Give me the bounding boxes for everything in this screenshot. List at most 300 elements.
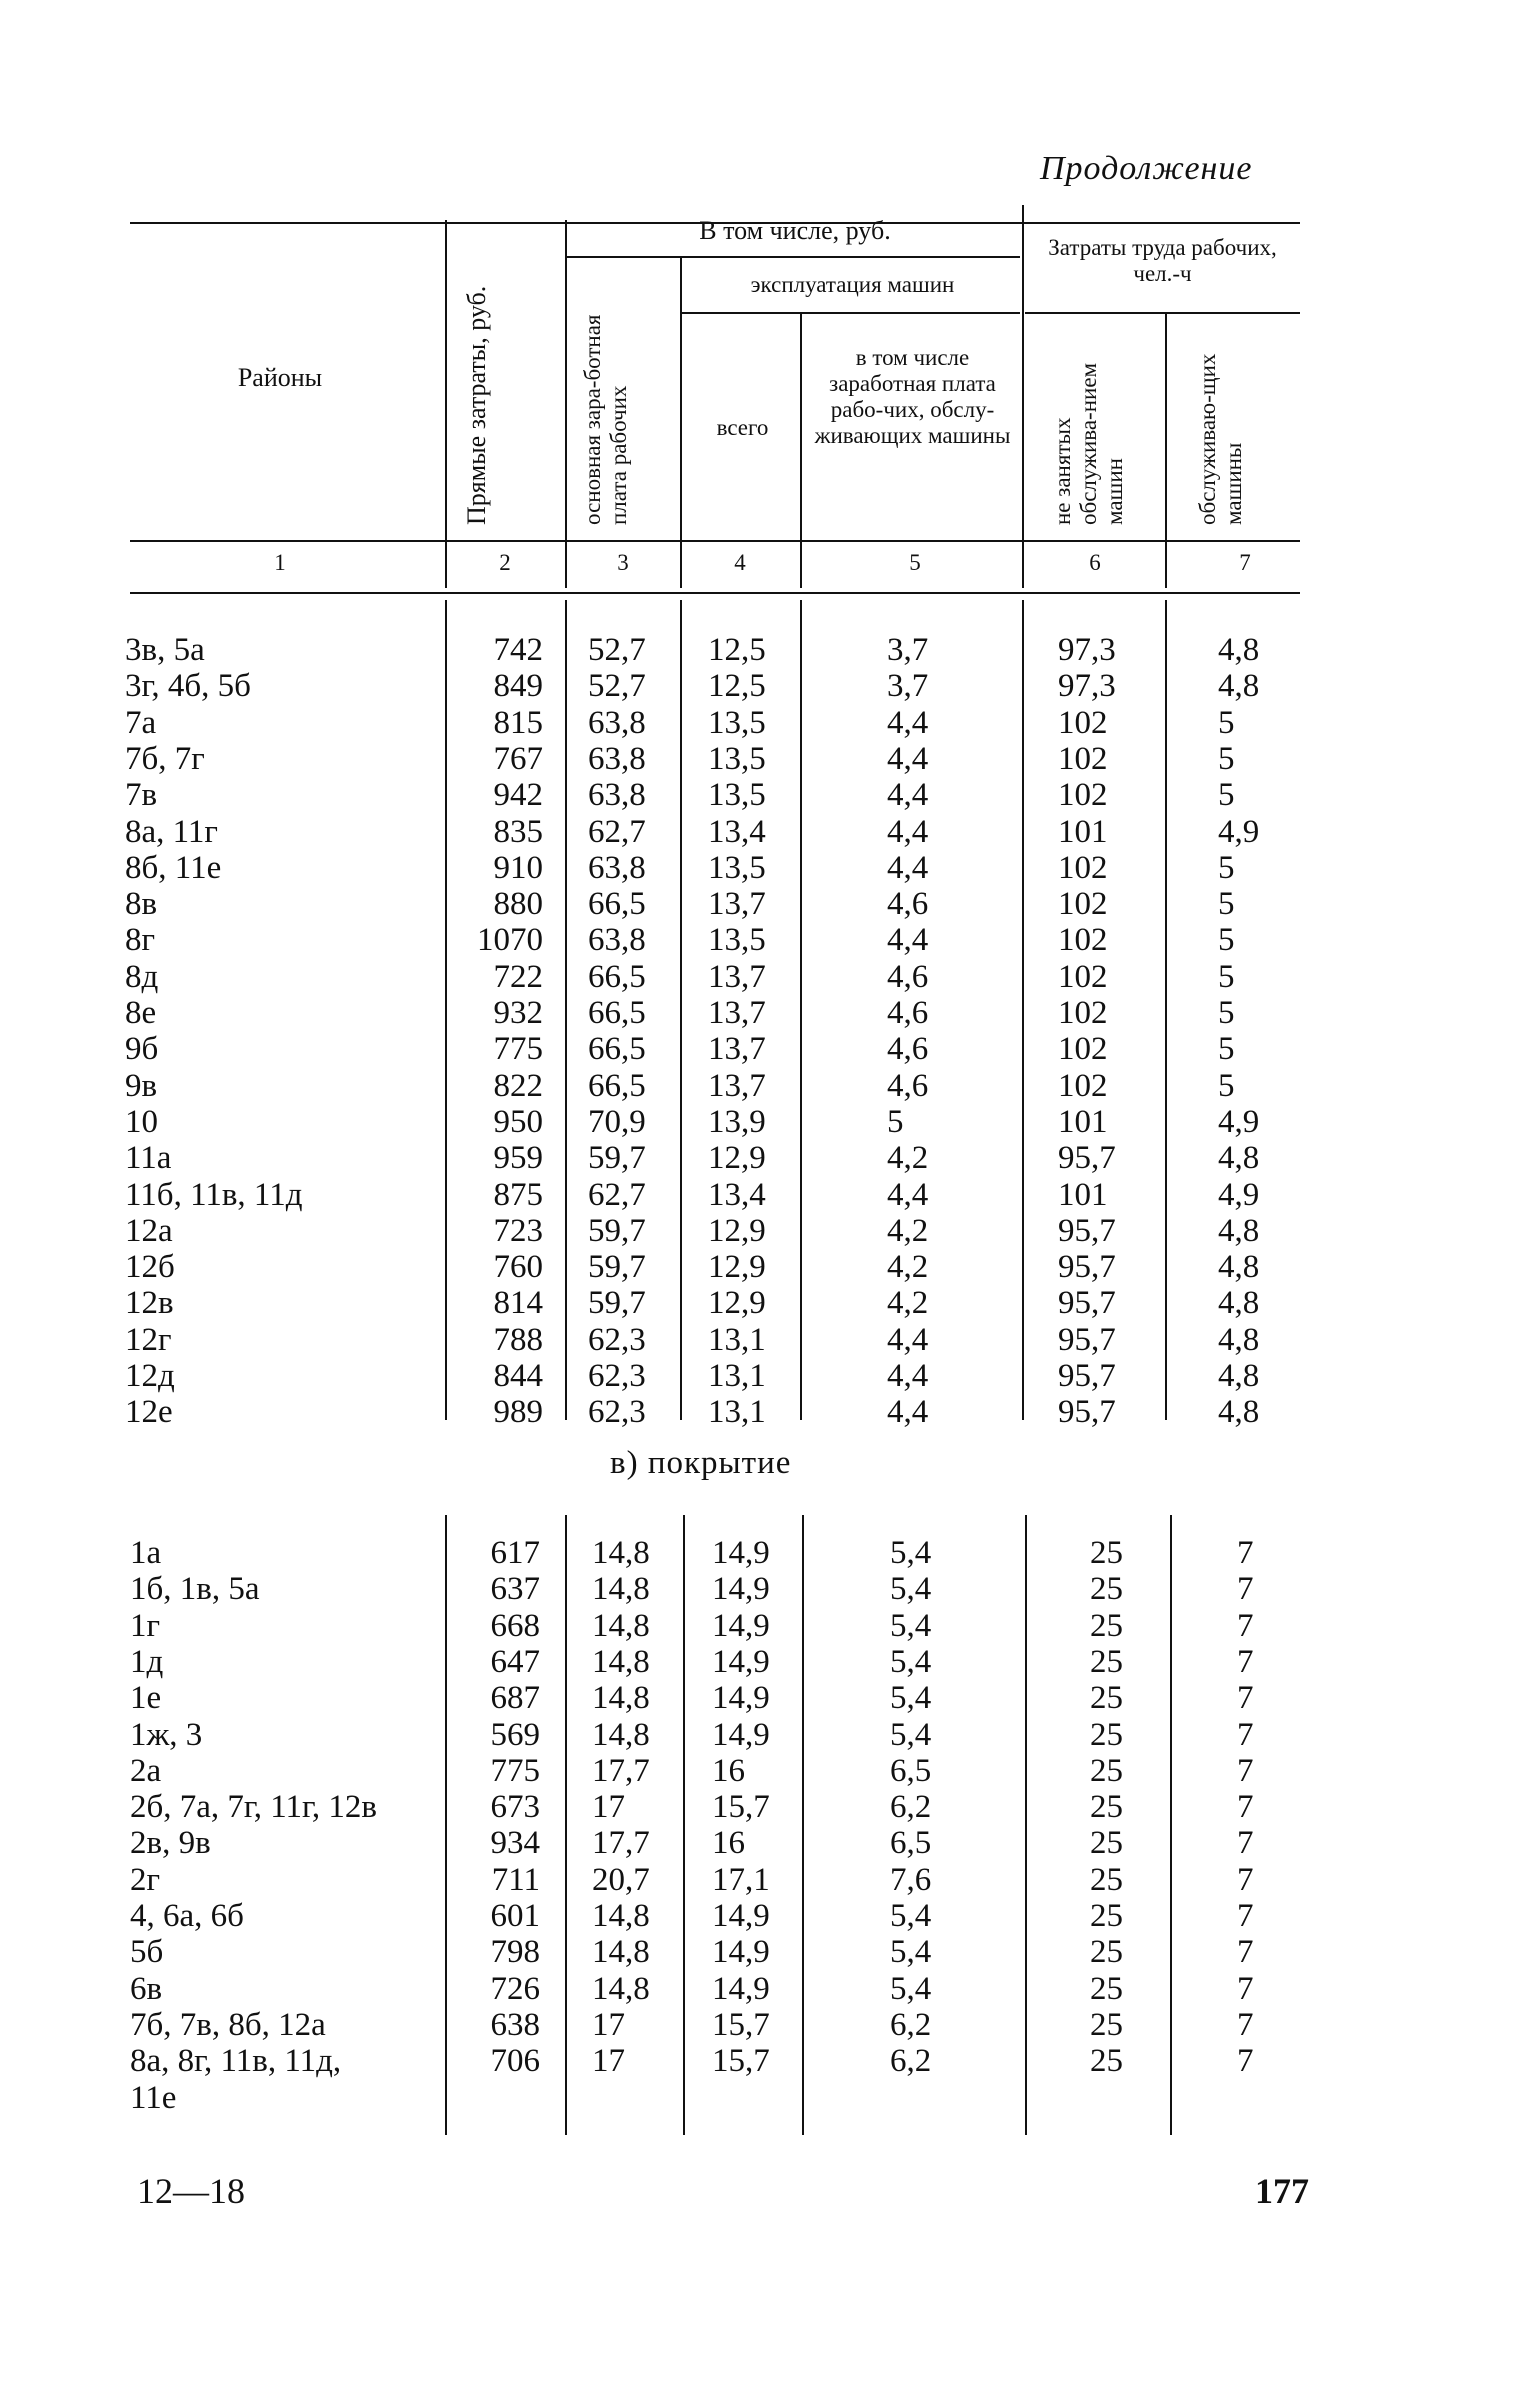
value-cell: 7 [1237,2006,1254,2043]
header-col6: не занятых обслужива-нием машин [1050,362,1127,525]
value-cell: 5,4 [890,1643,932,1680]
value-cell: 102 [1058,1031,1108,1068]
district-cell: 1г [130,1607,161,1644]
value-cell: 13,5 [708,849,766,886]
rule-under-group-rub [565,256,1020,258]
value-cell: 4,4 [887,740,929,777]
t1-vline-6 [1165,600,1167,1420]
value-cell: 25 [1090,2006,1123,2043]
district-cell: 8г [125,922,156,959]
value-cell: 4,2 [887,1140,929,1177]
value-cell: 6,2 [890,1789,932,1826]
value-cell: 7 [1237,1898,1254,1934]
value-cell: 4,9 [1218,813,1260,850]
value-cell: 14,8 [592,1643,650,1680]
value-cell: 4,4 [887,1321,929,1358]
value-cell: 814 [493,1285,543,1322]
value-cell: 7 [1237,1934,1254,1971]
value-cell: 102 [1058,886,1108,923]
district-cell: 3в, 5а [125,632,205,668]
value-cell: 5,4 [890,1716,932,1753]
value-cell: 102 [1058,704,1108,741]
value-cell: 5,4 [890,1898,932,1934]
value-cell: 13,7 [708,995,766,1031]
value-cell: 66,5 [588,958,646,995]
district-cell: 9в [125,1067,158,1104]
value-cell: 13,1 [708,1394,766,1431]
value-cell: 942 [493,777,543,814]
value-cell: 4,2 [887,1212,929,1249]
rule-under-group-labor [1025,312,1300,314]
district-cell: 12г [125,1321,172,1358]
value-cell: 617 [490,1535,540,1571]
vline-3 [680,258,682,588]
colnum-7: 7 [1239,550,1251,575]
district-cell: 8а, 11г [125,813,218,850]
value-cell: 5,4 [890,1680,932,1717]
footer-signature: 12—18 [137,2171,245,2211]
value-cell: 5 [1218,922,1235,959]
t1-vline-4 [800,600,802,1420]
colnum-4: 4 [734,550,746,575]
district-cell: 12в [125,1285,174,1322]
header-col2: Прямые затраты, руб. [462,285,491,525]
value-cell: 7 [1237,1970,1254,2007]
header-col5: в том числе заработная плата рабо-чих, обслу-живающих машины [814,345,1011,448]
value-cell: 959 [493,1140,543,1177]
value-cell: 6,2 [890,2043,932,2080]
district-cell: 7б, 7в, 8б, 12а [130,2006,326,2043]
colnum-1: 1 [274,550,286,575]
value-cell: 101 [1058,1103,1108,1140]
district-cell: 4, 6а, 6б [130,1898,244,1934]
value-cell: 706 [490,2043,540,2080]
value-cell: 14,9 [712,1643,770,1680]
value-cell: 798 [490,1934,540,1971]
number-row-rule [130,592,1300,594]
value-cell: 788 [493,1321,543,1358]
value-cell: 5 [887,1103,904,1140]
district-cell: 2г [130,1861,161,1898]
value-cell: 12,9 [708,1249,766,1286]
value-cell: 849 [493,668,543,705]
value-cell: 25 [1090,1535,1123,1571]
value-cell: 17 [592,1789,625,1826]
value-cell: 723 [493,1212,543,1249]
value-cell: 4,4 [887,1358,929,1394]
value-cell: 14,9 [712,1680,770,1717]
value-cell: 3,7 [887,668,929,705]
value-cell: 673 [490,1789,540,1826]
value-cell: 14,8 [592,1898,650,1934]
value-cell: 569 [490,1716,540,1753]
value-cell: 17 [592,2043,625,2080]
value-cell: 102 [1058,740,1108,777]
value-cell: 844 [493,1358,543,1394]
district-cell: 11а [125,1140,172,1177]
value-cell: 13,4 [708,1176,766,1213]
value-cell: 726 [490,1970,540,2007]
value-cell: 760 [493,1249,543,1286]
district-cell: 12б [125,1249,175,1286]
value-cell: 601 [490,1898,540,1934]
value-cell: 13,7 [708,1031,766,1068]
value-cell: 59,7 [588,1285,646,1322]
value-cell: 5,4 [890,1607,932,1644]
value-cell: 15,7 [712,2043,770,2080]
value-cell: 822 [493,1067,543,1104]
value-cell: 4,8 [1218,632,1260,668]
header-group-labor: Затраты труда рабочих, чел.-ч [1048,235,1277,286]
value-cell: 102 [1058,1067,1108,1104]
district-cell: 9б [125,1031,159,1068]
district-cell: 8д [125,958,159,995]
value-cell: 17,1 [712,1861,770,1898]
district-cell: 6в [130,1970,163,2007]
value-cell: 7 [1237,1861,1254,1898]
value-cell: 4,8 [1218,1212,1260,1249]
t2-vline-2 [565,1515,567,2135]
value-cell: 15,7 [712,2006,770,2043]
t1-vline-3 [680,600,682,1420]
value-cell: 989 [493,1394,543,1431]
value-cell: 95,7 [1058,1140,1116,1177]
value-cell: 14,8 [592,1716,650,1753]
value-cell: 12,9 [708,1212,766,1249]
value-cell: 14,9 [712,1535,770,1571]
header-col7: обслуживаю-щих машины [1195,353,1246,525]
value-cell: 4,2 [887,1249,929,1286]
colnum-3: 3 [617,550,629,575]
value-cell: 637 [490,1571,540,1608]
district-cell: 8а, 8г, 11в, 11д, [130,2043,342,2080]
value-cell: 14,9 [712,1716,770,1753]
value-cell: 95,7 [1058,1249,1116,1286]
value-cell: 4,8 [1218,1358,1260,1394]
t2-vline-6 [1170,1515,1172,2135]
district-cell: 5б [130,1934,164,1971]
value-cell: 4,9 [1218,1176,1260,1213]
value-cell: 4,8 [1218,668,1260,705]
value-cell: 59,7 [588,1212,646,1249]
value-cell: 638 [490,2006,540,2043]
district-cell: 2в, 9в [130,1825,211,1862]
district-cell: 1ж, 3 [130,1716,203,1753]
value-cell: 13,1 [708,1321,766,1358]
value-cell: 7 [1237,1716,1254,1753]
value-cell: 59,7 [588,1249,646,1286]
value-cell: 4,4 [887,813,929,850]
district-cell: 12д [125,1358,175,1394]
value-cell: 13,5 [708,704,766,741]
district-cell: 7в [125,777,158,814]
value-cell: 4,6 [887,958,929,995]
value-cell: 5 [1218,886,1235,923]
value-cell: 52,7 [588,668,646,705]
continuation-label: Продолжение [1040,150,1253,187]
value-cell: 5 [1218,1067,1235,1104]
rule-under-group-machines [680,312,1020,314]
value-cell: 25 [1090,1970,1123,2007]
value-cell: 13,4 [708,813,766,850]
value-cell: 815 [493,704,543,741]
value-cell: 16 [712,1752,745,1789]
district-cell: 12е [125,1394,173,1431]
district-cell: 10 [125,1103,158,1140]
value-cell: 13,5 [708,740,766,777]
header-col1: Районы [237,363,323,392]
value-cell: 950 [493,1103,543,1140]
value-cell: 4,4 [887,777,929,814]
value-cell: 5 [1218,1031,1235,1068]
district-cell: 3г, 4б, 5б [125,668,251,705]
value-cell: 25 [1090,1825,1123,1862]
value-cell: 95,7 [1058,1212,1116,1249]
section-title: в) покрытие [610,1445,792,1481]
header-group-rub: В том числе, руб. [699,216,891,245]
value-cell: 5,4 [890,1970,932,2007]
value-cell: 14,9 [712,1607,770,1644]
district-cell: 11е [130,2079,177,2116]
value-cell: 13,9 [708,1103,766,1140]
district-cell: 11б, 11в, 11д [125,1176,303,1213]
value-cell: 5 [1218,958,1235,995]
value-cell: 775 [493,1031,543,1068]
value-cell: 66,5 [588,1031,646,1068]
value-cell: 4,6 [887,1031,929,1068]
value-cell: 102 [1058,777,1108,814]
value-cell: 62,7 [588,1176,646,1213]
value-cell: 14,9 [712,1898,770,1934]
colnum-6: 6 [1089,550,1101,575]
value-cell: 13,5 [708,777,766,814]
value-cell: 6,5 [890,1752,932,1789]
value-cell: 5 [1218,777,1235,814]
value-cell: 12,9 [708,1285,766,1322]
value-cell: 4,6 [887,886,929,923]
value-cell: 647 [490,1643,540,1680]
value-cell: 14,9 [712,1970,770,2007]
value-cell: 25 [1090,1607,1123,1644]
t1-vline-2 [565,600,567,1420]
value-cell: 59,7 [588,1140,646,1177]
value-cell: 17 [592,2006,625,2043]
value-cell: 101 [1058,813,1108,850]
value-cell: 95,7 [1058,1321,1116,1358]
value-cell: 4,4 [887,1176,929,1213]
header-col4: всего [716,415,769,440]
value-cell: 13,5 [708,922,766,959]
value-cell: 20,7 [592,1861,650,1898]
value-cell: 5,4 [890,1571,932,1608]
value-cell: 102 [1058,958,1108,995]
value-cell: 7 [1237,1535,1254,1571]
value-cell: 4,4 [887,849,929,886]
value-cell: 102 [1058,849,1108,886]
value-cell: 775 [490,1752,540,1789]
value-cell: 742 [493,632,543,668]
district-cell: 1д [130,1643,164,1680]
value-cell: 12,9 [708,1140,766,1177]
vline-5 [1022,205,1024,588]
district-cell: 7а [125,704,157,741]
value-cell: 102 [1058,995,1108,1031]
value-cell: 70,9 [588,1103,646,1140]
value-cell: 4,8 [1218,1321,1260,1358]
district-cell: 7б, 7г [125,740,205,777]
value-cell: 25 [1090,1716,1123,1753]
value-cell: 4,6 [887,1067,929,1104]
value-cell: 5 [1218,740,1235,777]
value-cell: 66,5 [588,1067,646,1104]
value-cell: 4,8 [1218,1140,1260,1177]
district-cell: 2а [130,1752,162,1789]
value-cell: 16 [712,1825,745,1862]
value-cell: 4,8 [1218,1249,1260,1286]
value-cell: 97,3 [1058,632,1116,668]
value-cell: 722 [493,958,543,995]
value-cell: 25 [1090,1752,1123,1789]
value-cell: 6,2 [890,2006,932,2043]
district-cell: 2б, 7а, 7г, 11г, 12в [130,1789,377,1826]
district-cell: 8б, 11е [125,849,222,886]
district-cell: 1е [130,1680,162,1717]
page-number: 177 [1255,2171,1309,2211]
value-cell: 95,7 [1058,1358,1116,1394]
value-cell: 25 [1090,1680,1123,1717]
value-cell: 13,7 [708,958,766,995]
value-cell: 7 [1237,1571,1254,1608]
value-cell: 7 [1237,1789,1254,1826]
vline-4 [800,314,802,588]
value-cell: 5 [1218,704,1235,741]
value-cell: 17,7 [592,1825,650,1862]
value-cell: 5,4 [890,1535,932,1571]
value-cell: 7 [1237,1607,1254,1644]
value-cell: 102 [1058,922,1108,959]
value-cell: 910 [493,849,543,886]
value-cell: 14,8 [592,1607,650,1644]
value-cell: 7 [1237,2043,1254,2080]
value-cell: 25 [1090,1571,1123,1608]
value-cell: 14,9 [712,1934,770,1971]
value-cell: 101 [1058,1176,1108,1213]
value-cell: 25 [1090,1898,1123,1934]
value-cell: 52,7 [588,632,646,668]
colnum-2: 2 [499,550,511,575]
header-group-machines: эксплуатация машин [750,272,955,297]
vline-1 [445,220,447,588]
district-cell: 8е [125,995,157,1031]
value-cell: 25 [1090,1861,1123,1898]
value-cell: 63,8 [588,704,646,741]
value-cell: 25 [1090,1789,1123,1826]
value-cell: 66,5 [588,995,646,1031]
value-cell: 95,7 [1058,1285,1116,1322]
value-cell: 95,7 [1058,1394,1116,1431]
t2-vline-5 [1025,1515,1027,2135]
value-cell: 15,7 [712,1789,770,1826]
value-cell: 1070 [477,922,543,959]
value-cell: 668 [490,1607,540,1644]
t1-vline-5 [1022,600,1024,1420]
value-cell: 14,9 [712,1571,770,1608]
value-cell: 25 [1090,1934,1123,1971]
value-cell: 4,8 [1218,1285,1260,1322]
value-cell: 4,4 [887,922,929,959]
value-cell: 12,5 [708,632,766,668]
colnum-5: 5 [909,550,921,575]
value-cell: 14,8 [592,1571,650,1608]
value-cell: 7 [1237,1825,1254,1862]
value-cell: 13,7 [708,886,766,923]
value-cell: 25 [1090,1643,1123,1680]
value-cell: 62,3 [588,1358,646,1394]
value-cell: 13,1 [708,1358,766,1394]
value-cell: 3,7 [887,632,929,668]
value-cell: 4,9 [1218,1103,1260,1140]
value-cell: 7 [1237,1752,1254,1789]
value-cell: 7 [1237,1643,1254,1680]
value-cell: 875 [493,1176,543,1213]
district-cell: 1а [130,1535,162,1571]
value-cell: 13,7 [708,1067,766,1104]
value-cell: 5,4 [890,1934,932,1971]
value-cell: 7 [1237,1680,1254,1717]
value-cell: 835 [493,813,543,850]
value-cell: 7,6 [890,1861,932,1898]
value-cell: 5 [1218,849,1235,886]
value-cell: 4,6 [887,995,929,1031]
district-cell: 1б, 1в, 5а [130,1571,260,1608]
value-cell: 711 [491,1861,540,1898]
district-cell: 8в [125,886,158,923]
value-cell: 932 [493,995,543,1031]
value-cell: 62,3 [588,1321,646,1358]
value-cell: 4,2 [887,1285,929,1322]
value-cell: 63,8 [588,777,646,814]
value-cell: 687 [490,1680,540,1717]
district-cell: 12а [125,1212,173,1249]
value-cell: 97,3 [1058,668,1116,705]
value-cell: 4,4 [887,704,929,741]
value-cell: 6,5 [890,1825,932,1862]
value-cell: 17,7 [592,1752,650,1789]
value-cell: 12,5 [708,668,766,705]
value-cell: 66,5 [588,886,646,923]
value-cell: 14,8 [592,1970,650,2007]
value-cell: 62,3 [588,1394,646,1431]
t2-vline-4 [802,1515,804,2135]
value-cell: 63,8 [588,740,646,777]
value-cell: 63,8 [588,849,646,886]
value-cell: 62,7 [588,813,646,850]
header-bottom-rule [130,540,1300,542]
vline-6 [1165,314,1167,588]
value-cell: 14,8 [592,1535,650,1571]
value-cell: 4,4 [887,1394,929,1431]
value-cell: 5 [1218,995,1235,1031]
value-cell: 767 [493,740,543,777]
header-col3: основная зара-ботная плата рабочих [580,314,631,525]
value-cell: 14,8 [592,1934,650,1971]
value-cell: 25 [1090,2043,1123,2080]
t2-vline-3 [683,1515,685,2135]
value-cell: 4,8 [1218,1394,1260,1431]
value-cell: 14,8 [592,1680,650,1717]
value-cell: 880 [493,886,543,923]
vline-2 [565,220,567,588]
